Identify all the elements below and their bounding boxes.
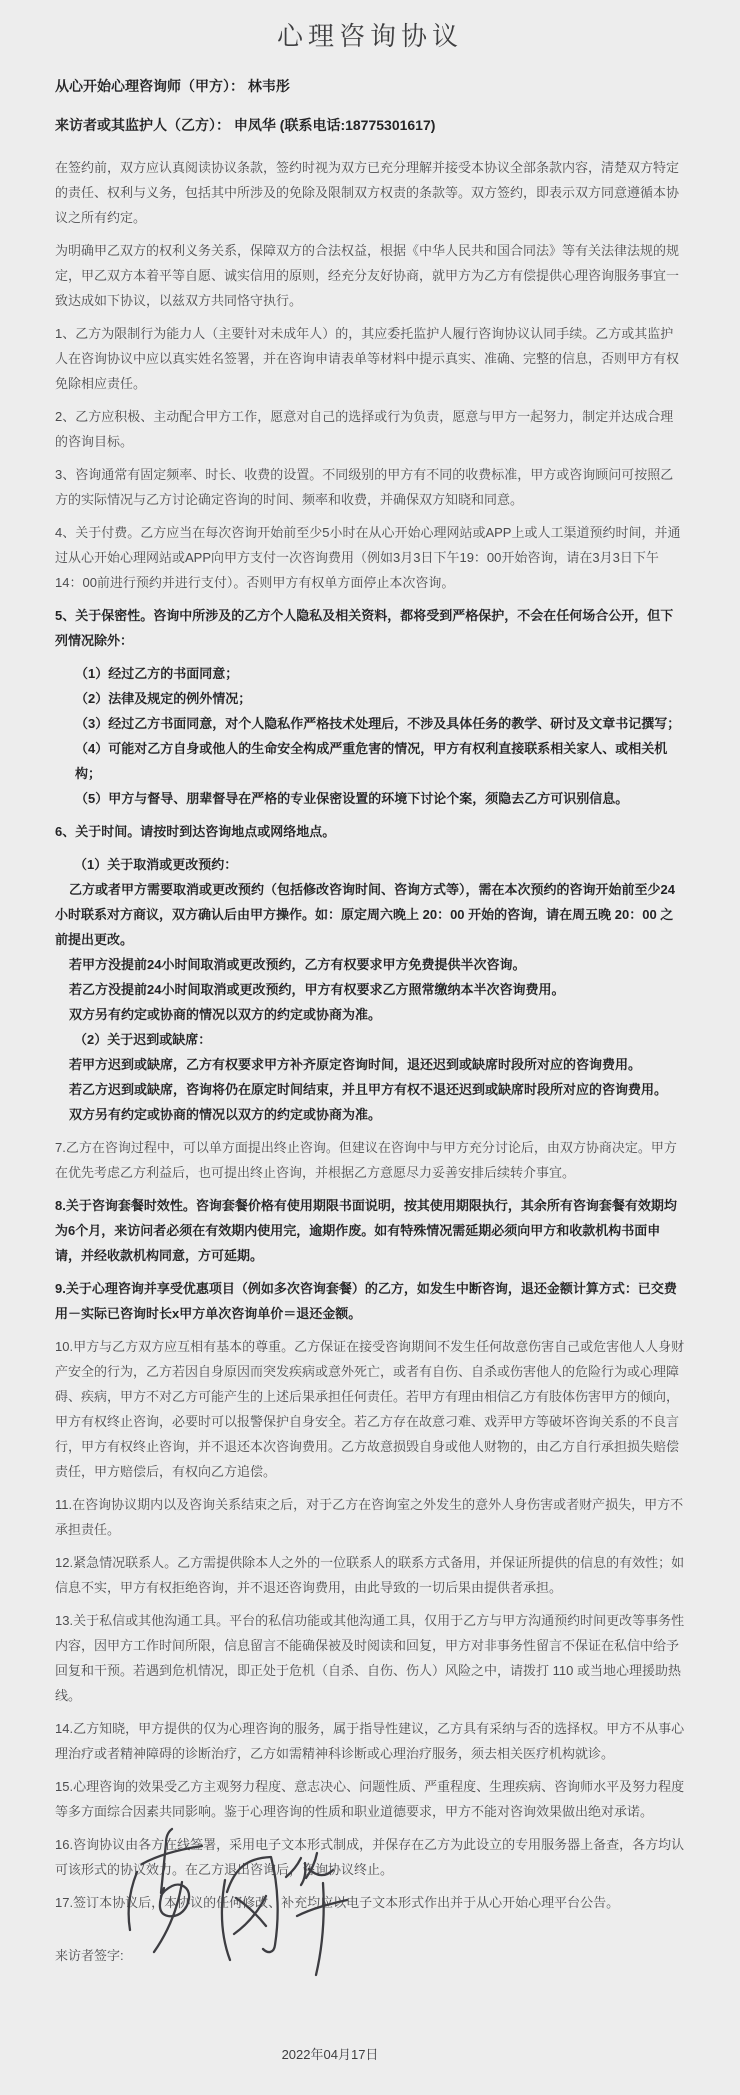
agreement-paragraph: 双方另有约定或协商的情况以双方的约定或协商为准。	[69, 1007, 382, 1022]
agreement-paragraph: 5、关于保密性。咨询中所涉及的乙方个人隐私及相关资料，都将受到严格保护，不会在任何场合公开，但下列情况除外：	[55, 608, 674, 648]
agreement-paragraph: 若乙方迟到或缺席，咨询将仍在原定时间结束，并且甲方有权不退还迟到或缺席时段所对应的咨询费用。	[69, 1082, 668, 1097]
agreement-paragraph: 双方另有约定或协商的情况以双方的约定或协商为准。	[69, 1107, 382, 1122]
agreement-paragraph: 10.甲方与乙方双方应互相有基本的尊重。乙方保证在接受咨询期间不发生任何故意伤害自己或危害他人人身财产安全的行为，乙方若因自身原因而突发疾病或意外死亡，或者有自伤、自杀或伤害他人的危险行为或心理障碍、疾病，甲方不对乙方可能产生的上述后果承担任何责任。若甲方有理由相信乙方有肢体伤害甲方的倾向，甲方有权终止咨询，必要时可以报警保护自身安全。若乙方存在故意刁难、戏弄甲方等破坏咨询关系的不良言行，甲方有权终止咨询，并不退还本次咨询费用。乙方故意损毁自身或他人财物的，由乙方自行承担损失赔偿责任，甲方赔偿后，有权向乙方追偿。	[55, 1339, 685, 1479]
agreement-paragraph: （1）经过乙方的书面同意；	[75, 666, 239, 681]
agreement-paragraph: （2）关于迟到或缺席：	[74, 1032, 212, 1047]
agreement-paragraph: 12.紧急情况联系人。乙方需提供除本人之外的一位联系人的联系方式备用，并保证所提供的信息的有效性；如信息不实，甲方有权拒绝咨询，并不退还咨询费用，由此导致的一切后果由提供者承担。	[55, 1555, 685, 1595]
agreement-paragraph: 14.乙方知晓，甲方提供的仅为心理咨询的服务，属于指导性建议，乙方具有采纳与否的选择权。甲方不从事心理治疗或者精神障碍的诊断治疗，乙方如需精神科诊断或心理治疗服务，须去相关医疗机构就诊。	[55, 1721, 685, 1761]
party-b-line: 来访者或其监护人（乙方）： 申凤华 (联系电话:18775301617)	[55, 117, 436, 133]
agreement-paragraph: 在签约前，双方应认真阅读协议条款，签约时视为双方已充分理解并接受本协议全部条款内容，清楚双方特定的责任、权利与义务，包括其中所涉及的免除及限制双方权责的条款等。双方签约，即表示双方同意遵循本协议之所有约定。	[55, 160, 680, 225]
agreement-paragraph: 4、关于付费。乙方应当在每次咨询开始前至少5小时在从心开始心理网站或APP上或人工渠道预约时间，并通过从心开始心理网站或APP向甲方支付一次咨询费用（例如3月3日下午19：00开始咨询，请在3月3日下午14：00前进行预约并进行支付）。否则甲方有权单方面停止本次咨询。	[55, 525, 681, 590]
agreement-paragraph: 9.关于心理咨询并享受优惠项目（例如多次咨询套餐）的乙方，如发生中断咨询，退还金额计算方式：已交费用－实际已咨询时长x甲方单次咨询单价＝退还金额。	[55, 1281, 677, 1321]
visitor-signature-label: 来访者签字:	[55, 1948, 124, 1963]
agreement-paragraph: （3）经过乙方书面同意，对个人隐私作严格技术处理后，不涉及具体任务的教学、研讨及文章书记撰写；	[75, 716, 681, 731]
page-title: 心理咨询协议	[276, 21, 463, 51]
agreement-paragraph: 乙方或者甲方需要取消或更改预约（包括修改咨询时间、咨询方式等），需在本次预约的咨询开始前至少24小时联系对方商议，双方确认后由甲方操作。如：原定周六晚上 20：00 开始的咨询，请在周五晚 20：00 之前提出更改。	[55, 882, 675, 947]
signing-date	[0, 2044, 740, 2063]
agreement-paragraph: 6、关于时间。请按时到达咨询地点或网络地点。	[55, 824, 336, 839]
agreement-paragraph: 为明确甲乙双方的权利义务关系，保障双方的合法权益，根据《中华人民共和国合同法》等有关法律法规的规定，甲乙双方本着平等自愿、诚实信用的原则，经充分友好协商，就甲方为乙方有偿提供心理咨询服务事宜一致达成如下协议，以兹双方共同恪守执行。	[55, 243, 680, 308]
agreement-paragraph: 1、乙方为限制行为能力人（主要针对未成年人）的，其应委托监护人履行咨询协议认同手续。乙方或其监护人在咨询协议中应以真实姓名签署，并在咨询申请表单等材料中提示真实、准确、完整的信息，否则甲方有权免除相应责任。	[55, 326, 680, 391]
agreement-paragraph: 15.心理咨询的效果受乙方主观努力程度、意志决心、问题性质、严重程度、生理疾病、咨询师水平及努力程度等多方面综合因素共同影响。鉴于心理咨询的性质和职业道德要求，甲方不能对咨询效果做出绝对承诺。	[55, 1779, 685, 1819]
agreement-paragraph: 若乙方没提前24小时间取消或更改预约，甲方有权要求乙方照常缴纳本半次咨询费用。	[69, 982, 565, 997]
signature-handwriting	[80, 1812, 370, 1982]
agreement-paragraph: （5）甲方与督导、朋辈督导在严格的专业保密设置的环境下讨论个案，须隐去乙方可识别信息。	[75, 791, 629, 806]
signature-ink	[129, 1829, 347, 1975]
agreement-paragraph: 13.关于私信或其他沟通工具。平台的私信功能或其他沟通工具，仅用于乙方与甲方沟通预约时间更改等事务性内容，因甲方工作时间所限，信息留言不能确保被及时阅读和回复，甲方对非事务性留言不保证在私信中给予回复和干预。若遇到危机情况，即正处于危机（自杀、自伤、伤人）风险之中，请拨打 110 或当地心理援助热线。	[55, 1613, 685, 1703]
agreement-paragraph: （1）关于取消或更改预约：	[74, 857, 238, 872]
signing-date-text: 2022年04月17日	[281, 2047, 379, 2062]
agreement-paragraph: 17.签订本协议后，本协议的任何修改、补充均应以电子文本形式作出并于从心开始心理平台公告。	[55, 1895, 620, 1910]
agreement-paragraph: （4）可能对乙方自身或他人的生命安全构成严重危害的情况，甲方有权利直接联系相关家人、或相关机构；	[75, 741, 668, 781]
agreement-paragraph: 7.乙方在咨询过程中，可以单方面提出终止咨询。但建议在咨询中与甲方充分讨论后，由双方协商决定。甲方在优先考虑乙方利益后，也可提出终止咨询，并根据乙方意愿尽力妥善安排后续转介事宜。	[55, 1140, 677, 1180]
agreement-paragraph: 11.在咨询协议期内以及咨询关系结束之后，对于乙方在咨询室之外发生的意外人身伤害或者财产损失，甲方不承担责任。	[55, 1497, 684, 1537]
agreement-paragraph: 2、乙方应积极、主动配合甲方工作，愿意对自己的选择或行为负责，愿意与甲方一起努力，制定并达成合理的咨询目标。	[55, 409, 674, 449]
agreement-paragraph: 8.关于咨询套餐时效性。咨询套餐价格有使用期限书面说明，按其使用期限执行，其余所有咨询套餐有效期均为6个月，来访问者必须在有效期内使用完，逾期作废。如有特殊情况需延期必须向甲方和收款机构书面申请，并经收款机构同意，方可延期。	[55, 1198, 677, 1263]
agreement-paragraph: 3、咨询通常有固定频率、时长、收费的设置。不同级别的甲方有不同的收费标准，甲方或咨询顾问可按照乙方的实际情况与乙方讨论确定咨询的时间、频率和收费，并确保双方知晓和同意。	[55, 467, 674, 507]
agreement-paragraph: 若甲方迟到或缺席，乙方有权要求甲方补齐原定咨询时间，退还迟到或缺席时段所对应的咨询费用。	[69, 1057, 642, 1072]
agreement-paragraph: （2）法律及规定的例外情况；	[75, 691, 252, 706]
agreement-paragraph: 16.咨询协议由各方在线签署，采用电子文本形式制成，并保存在乙方为此设立的专用服务器上备查，各方均认可该形式的协议效力。在乙方退出咨询后，咨询协议终止。	[55, 1837, 685, 1877]
agreement-body	[55, 155, 685, 1915]
party-a-line: 从心开始心理咨询师（甲方）： 林韦彤	[55, 78, 290, 94]
agreement-paragraph: 若甲方没提前24小时间取消或更改预约，乙方有权要求甲方免费提供半次咨询。	[69, 957, 526, 972]
